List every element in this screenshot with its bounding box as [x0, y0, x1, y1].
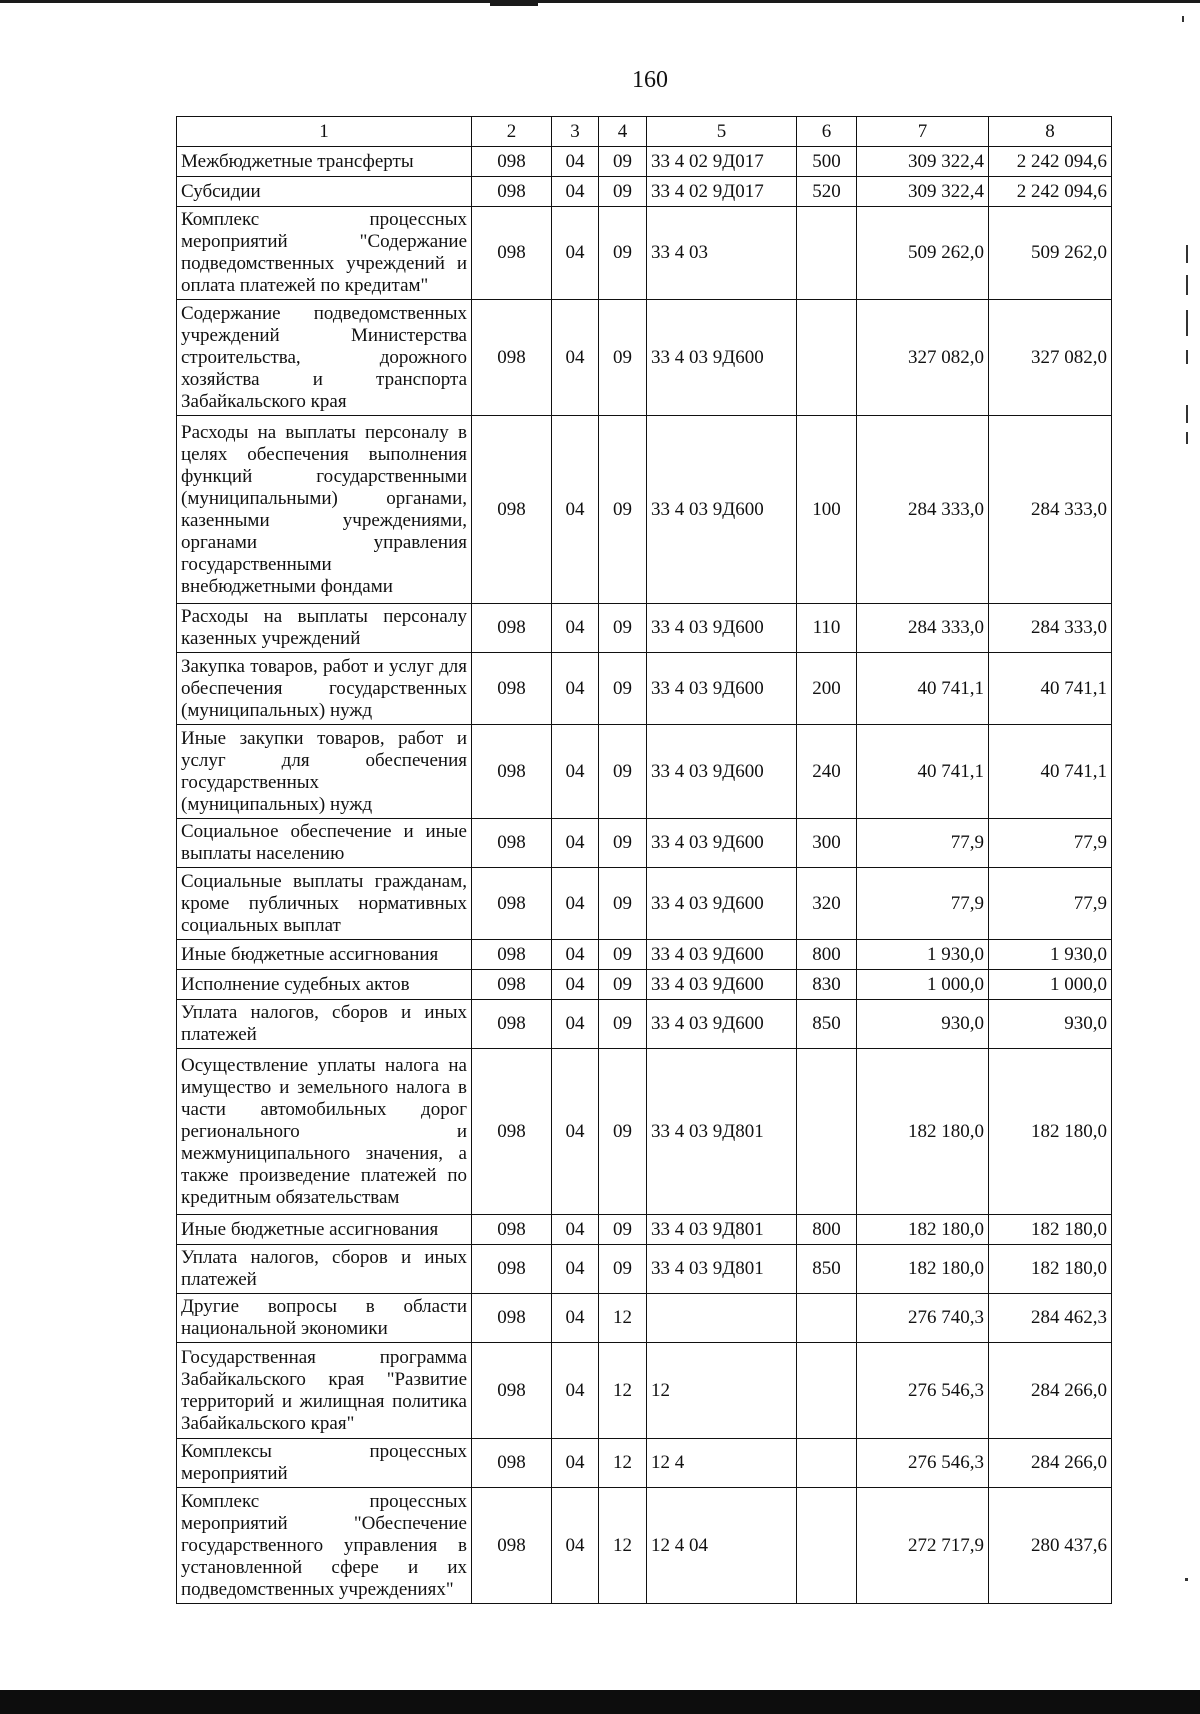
cell-ministry: 098 — [472, 1049, 552, 1215]
cell-amount-2: 40 741,1 — [989, 653, 1112, 725]
table-row — [177, 1439, 1112, 1488]
cell-ministry: 098 — [472, 177, 552, 207]
cell-target-article: 12 4 — [647, 1439, 797, 1488]
row-name: Расходы на выплаты персоналу в целях обеспечения выполнения функций государственными (муниципальными) органами, казенными учреждениями, органами управления государственными внебюджетными фондами — [177, 416, 472, 604]
cell-subsection: 09 — [599, 1215, 647, 1245]
cell-section: 04 — [552, 177, 599, 207]
cell-amount-1: 40 741,1 — [857, 653, 989, 725]
cell-subsection: 09 — [599, 300, 647, 416]
row-name: Закупка товаров, работ и услуг для обеспечения государственных (муниципальных) нужд — [177, 653, 472, 725]
table-row — [177, 300, 1112, 416]
cell-amount-2: 77,9 — [989, 868, 1112, 940]
cell-amount-1: 309 322,4 — [857, 147, 989, 177]
cell-section: 04 — [552, 604, 599, 653]
cell-target-article: 33 4 02 9Д017 — [647, 147, 797, 177]
cell-target-article: 12 4 04 — [647, 1488, 797, 1604]
cell-amount-1: 284 333,0 — [857, 604, 989, 653]
table-row — [177, 1245, 1112, 1294]
cell-section: 04 — [552, 940, 599, 970]
cell-subsection: 09 — [599, 604, 647, 653]
cell-target-article: 33 4 03 9Д801 — [647, 1215, 797, 1245]
cell-section: 04 — [552, 653, 599, 725]
cell-subsection: 12 — [599, 1439, 647, 1488]
row-name: Социальное обеспечение и иные выплаты населению — [177, 819, 472, 868]
cell-target-article: 33 4 03 9Д600 — [647, 1000, 797, 1049]
cell-section: 04 — [552, 868, 599, 940]
cell-section: 04 — [552, 1245, 599, 1294]
column-header: 7 — [857, 117, 989, 147]
cell-amount-1: 182 180,0 — [857, 1049, 989, 1215]
cell-target-article: 33 4 03 9Д600 — [647, 819, 797, 868]
table-row — [177, 868, 1112, 940]
cell-subsection: 09 — [599, 147, 647, 177]
cell-subsection: 09 — [599, 725, 647, 819]
scan-speck — [1186, 405, 1188, 423]
bottom-scan-border — [0, 1690, 1200, 1714]
cell-amount-2: 930,0 — [989, 1000, 1112, 1049]
cell-expense-type — [797, 1488, 857, 1604]
cell-ministry: 098 — [472, 416, 552, 604]
row-name: Иные бюджетные ассигнования — [177, 1215, 472, 1245]
cell-section: 04 — [552, 1439, 599, 1488]
cell-target-article: 12 — [647, 1343, 797, 1439]
cell-amount-1: 284 333,0 — [857, 416, 989, 604]
cell-ministry: 098 — [472, 1294, 552, 1343]
cell-ministry: 098 — [472, 207, 552, 300]
cell-target-article: 33 4 03 9Д600 — [647, 868, 797, 940]
cell-expense-type: 110 — [797, 604, 857, 653]
cell-target-article: 33 4 03 9Д600 — [647, 416, 797, 604]
row-name: Комплекс процессных мероприятий "Обеспечение государственного управления в установленной сфере и их подведомственных учреждениях" — [177, 1488, 472, 1604]
cell-subsection: 12 — [599, 1343, 647, 1439]
cell-subsection: 09 — [599, 207, 647, 300]
row-name: Иные закупки товаров, работ и услуг для обеспечения государственных (муниципальных) нужд — [177, 725, 472, 819]
cell-amount-1: 930,0 — [857, 1000, 989, 1049]
cell-amount-2: 1 930,0 — [989, 940, 1112, 970]
cell-expense-type: 500 — [797, 147, 857, 177]
cell-subsection: 09 — [599, 970, 647, 1000]
cell-ministry: 098 — [472, 1439, 552, 1488]
cell-target-article: 33 4 03 9Д600 — [647, 725, 797, 819]
cell-subsection: 09 — [599, 1245, 647, 1294]
row-name: Субсидии — [177, 177, 472, 207]
cell-expense-type: 240 — [797, 725, 857, 819]
table-row — [177, 207, 1112, 300]
cell-expense-type: 320 — [797, 868, 857, 940]
table-row — [177, 970, 1112, 1000]
budget-table — [176, 116, 1112, 1604]
cell-expense-type: 830 — [797, 970, 857, 1000]
cell-expense-type — [797, 1439, 857, 1488]
cell-amount-2: 284 266,0 — [989, 1343, 1112, 1439]
cell-section: 04 — [552, 1215, 599, 1245]
scan-speck — [1186, 310, 1188, 336]
cell-subsection: 09 — [599, 653, 647, 725]
table-row — [177, 940, 1112, 970]
cell-ministry: 098 — [472, 1245, 552, 1294]
cell-amount-2: 284 462,3 — [989, 1294, 1112, 1343]
cell-amount-1: 40 741,1 — [857, 725, 989, 819]
table-row — [177, 819, 1112, 868]
cell-section: 04 — [552, 1488, 599, 1604]
cell-section: 04 — [552, 819, 599, 868]
cell-amount-1: 309 322,4 — [857, 177, 989, 207]
cell-amount-2: 1 000,0 — [989, 970, 1112, 1000]
row-name: Комплексы процессных мероприятий — [177, 1439, 472, 1488]
table-row — [177, 1488, 1112, 1604]
cell-subsection: 09 — [599, 177, 647, 207]
cell-target-article: 33 4 03 9Д600 — [647, 300, 797, 416]
cell-ministry: 098 — [472, 725, 552, 819]
cell-ministry: 098 — [472, 147, 552, 177]
cell-section: 04 — [552, 725, 599, 819]
header-row — [177, 117, 1112, 147]
cell-section: 04 — [552, 1049, 599, 1215]
table-row — [177, 1049, 1112, 1215]
cell-amount-1: 77,9 — [857, 868, 989, 940]
cell-ministry: 098 — [472, 604, 552, 653]
cell-subsection: 12 — [599, 1488, 647, 1604]
table-row — [177, 416, 1112, 604]
top-border-notch — [490, 0, 538, 6]
row-name: Осуществление уплаты налога на имущество и земельного налога в части автомобильных дорог регионального и межмуниципального значения, а также произведение платежей по кредитным обязательствам — [177, 1049, 472, 1215]
cell-amount-1: 1 930,0 — [857, 940, 989, 970]
cell-expense-type: 200 — [797, 653, 857, 725]
cell-expense-type: 100 — [797, 416, 857, 604]
cell-amount-1: 77,9 — [857, 819, 989, 868]
cell-section: 04 — [552, 207, 599, 300]
cell-subsection: 09 — [599, 819, 647, 868]
cell-target-article: 33 4 03 9Д600 — [647, 970, 797, 1000]
column-header: 1 — [177, 117, 472, 147]
row-name: Расходы на выплаты персоналу казенных учреждений — [177, 604, 472, 653]
cell-amount-2: 40 741,1 — [989, 725, 1112, 819]
scan-speck — [1186, 275, 1188, 295]
cell-amount-1: 272 717,9 — [857, 1488, 989, 1604]
column-header: 4 — [599, 117, 647, 147]
cell-expense-type: 850 — [797, 1000, 857, 1049]
row-name: Комплекс процессных мероприятий "Содержание подведомственных учреждений и оплата платежей по кредитам" — [177, 207, 472, 300]
scan-speck — [1185, 1578, 1188, 1581]
cell-amount-2: 182 180,0 — [989, 1215, 1112, 1245]
table-row — [177, 1294, 1112, 1343]
table-row — [177, 1343, 1112, 1439]
cell-target-article: 33 4 03 9Д801 — [647, 1049, 797, 1215]
cell-ministry: 098 — [472, 1215, 552, 1245]
cell-expense-type — [797, 1343, 857, 1439]
cell-expense-type: 800 — [797, 940, 857, 970]
row-name: Содержание подведомственных учреждений Министерства строительства, дорожного хозяйства и транспорта Забайкальского края — [177, 300, 472, 416]
cell-amount-2: 182 180,0 — [989, 1245, 1112, 1294]
page-number: 160 — [632, 67, 668, 93]
cell-amount-2: 284 266,0 — [989, 1439, 1112, 1488]
cell-section: 04 — [552, 1294, 599, 1343]
cell-expense-type: 520 — [797, 177, 857, 207]
cell-target-article: 33 4 03 9Д600 — [647, 940, 797, 970]
cell-target-article: 33 4 03 — [647, 207, 797, 300]
cell-expense-type — [797, 207, 857, 300]
cell-ministry: 098 — [472, 940, 552, 970]
row-name: Другие вопросы в области национальной экономики — [177, 1294, 472, 1343]
cell-amount-2: 327 082,0 — [989, 300, 1112, 416]
row-name: Социальные выплаты гражданам, кроме публичных нормативных социальных выплат — [177, 868, 472, 940]
cell-amount-2: 2 242 094,6 — [989, 147, 1112, 177]
cell-ministry: 098 — [472, 1488, 552, 1604]
row-name: Уплата налогов, сборов и иных платежей — [177, 1245, 472, 1294]
cell-section: 04 — [552, 416, 599, 604]
cell-amount-2: 77,9 — [989, 819, 1112, 868]
cell-amount-2: 2 242 094,6 — [989, 177, 1112, 207]
cell-amount-1: 276 740,3 — [857, 1294, 989, 1343]
column-header: 2 — [472, 117, 552, 147]
cell-section: 04 — [552, 1343, 599, 1439]
table-row — [177, 653, 1112, 725]
cell-ministry: 098 — [472, 653, 552, 725]
cell-subsection: 09 — [599, 940, 647, 970]
column-header: 6 — [797, 117, 857, 147]
cell-subsection: 12 — [599, 1294, 647, 1343]
table-row — [177, 725, 1112, 819]
cell-ministry: 098 — [472, 819, 552, 868]
cell-expense-type: 850 — [797, 1245, 857, 1294]
cell-ministry: 098 — [472, 300, 552, 416]
table-row — [177, 1215, 1112, 1245]
cell-section: 04 — [552, 147, 599, 177]
cell-ministry: 098 — [472, 868, 552, 940]
cell-amount-1: 327 082,0 — [857, 300, 989, 416]
cell-target-article — [647, 1294, 797, 1343]
cell-target-article: 33 4 03 9Д600 — [647, 653, 797, 725]
cell-subsection: 09 — [599, 416, 647, 604]
cell-amount-1: 182 180,0 — [857, 1215, 989, 1245]
table-row — [177, 147, 1112, 177]
cell-expense-type — [797, 1294, 857, 1343]
cell-amount-2: 509 262,0 — [989, 207, 1112, 300]
cell-target-article: 33 4 03 9Д801 — [647, 1245, 797, 1294]
cell-amount-2: 182 180,0 — [989, 1049, 1112, 1215]
cell-ministry: 098 — [472, 970, 552, 1000]
scan-speck — [1182, 16, 1184, 22]
row-name: Межбюджетные трансферты — [177, 147, 472, 177]
column-header: 5 — [647, 117, 797, 147]
cell-section: 04 — [552, 300, 599, 416]
scan-speck — [1186, 350, 1188, 364]
table-row — [177, 177, 1112, 207]
cell-subsection: 09 — [599, 868, 647, 940]
cell-ministry: 098 — [472, 1343, 552, 1439]
table-row — [177, 1000, 1112, 1049]
cell-amount-1: 276 546,3 — [857, 1343, 989, 1439]
scan-speck — [1186, 245, 1188, 263]
column-header: 8 — [989, 117, 1112, 147]
cell-amount-2: 284 333,0 — [989, 416, 1112, 604]
top-border-line — [0, 0, 1200, 3]
row-name: Уплата налогов, сборов и иных платежей — [177, 1000, 472, 1049]
cell-amount-1: 276 546,3 — [857, 1439, 989, 1488]
cell-amount-2: 284 333,0 — [989, 604, 1112, 653]
cell-section: 04 — [552, 1000, 599, 1049]
cell-subsection: 09 — [599, 1049, 647, 1215]
row-name: Государственная программа Забайкальского края "Развитие территорий и жилищная политика Забайкальского края" — [177, 1343, 472, 1439]
cell-section: 04 — [552, 970, 599, 1000]
cell-subsection: 09 — [599, 1000, 647, 1049]
cell-ministry: 098 — [472, 1000, 552, 1049]
row-name: Исполнение судебных актов — [177, 970, 472, 1000]
cell-expense-type: 300 — [797, 819, 857, 868]
cell-target-article: 33 4 03 9Д600 — [647, 604, 797, 653]
cell-expense-type — [797, 300, 857, 416]
row-name: Иные бюджетные ассигнования — [177, 940, 472, 970]
cell-expense-type: 800 — [797, 1215, 857, 1245]
cell-expense-type — [797, 1049, 857, 1215]
cell-amount-2: 280 437,6 — [989, 1488, 1112, 1604]
cell-amount-1: 1 000,0 — [857, 970, 989, 1000]
cell-amount-1: 509 262,0 — [857, 207, 989, 300]
table-row — [177, 604, 1112, 653]
cell-amount-1: 182 180,0 — [857, 1245, 989, 1294]
cell-target-article: 33 4 02 9Д017 — [647, 177, 797, 207]
column-header: 3 — [552, 117, 599, 147]
scan-speck — [1186, 432, 1188, 444]
